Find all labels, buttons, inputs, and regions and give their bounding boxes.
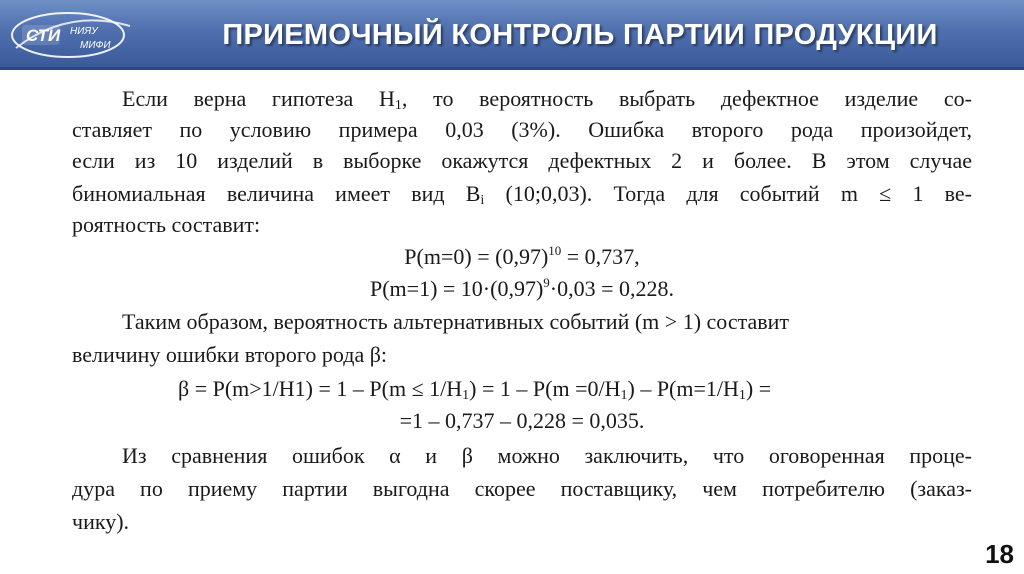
page-number: 18	[985, 539, 1014, 569]
logo-line1: НИЯУ	[70, 26, 98, 37]
formula-line: $P(m=0) = (0,97)^{10} = 0,737$,	[404, 243, 640, 269]
logo-line2: МИФИ	[80, 40, 111, 51]
text-line: ставляет по условию примера 0,03 (3%). Ошибка второго рода произойдет,	[72, 117, 972, 142]
logo-abbr: СТИ	[26, 26, 61, 45]
text-line: Таким образом, вероятность альтернативных событий (m > 1) составит	[122, 309, 790, 334]
text-line: чику).	[72, 509, 130, 534]
text-line: если из 10 изделий в выборке окажутся дефектных 2 и более. В этом случае	[72, 148, 972, 173]
text-line: Если верна гипотеза $H_1$, то вероятность выбрать дефектное изделие со-	[122, 86, 972, 113]
text-line: величину ошибки второго рода β:	[72, 342, 388, 367]
formula-line: $\beta = P(m>1/H1) = 1 - P(m \le 1/H_1) = 1 - P(m =0/H_1) - P(m=1/H_1)$ =	[178, 376, 772, 403]
text-line: роятность составит:	[72, 212, 261, 237]
text-line: дура по приему партии выгодна скорее поставщику, чем потребителю (заказ-	[72, 476, 972, 501]
slide-header	[0, 0, 1024, 70]
text-line: Из сравнения ошибок α и β можно заключить, что оговоренная проце-	[122, 443, 972, 468]
text-line: биномиальная величина имеет вид $B_i$ (10;0,03). Тогда для событий m ≤ 1 ве-	[72, 181, 972, 208]
formula-line: =1 – 0,737 – 0,228 = 0,035.	[399, 408, 645, 433]
formula-line: $P(m=1) = 10\cdot(0,97)^9\cdot 0,03 = 0,228$.	[369, 275, 675, 301]
sti-mephi-logo	[8, 8, 138, 62]
slide-title: ПРИЕМОЧНЫЙ КОНТРОЛЬ ПАРТИИ ПРОДУКЦИИ	[222, 19, 938, 51]
